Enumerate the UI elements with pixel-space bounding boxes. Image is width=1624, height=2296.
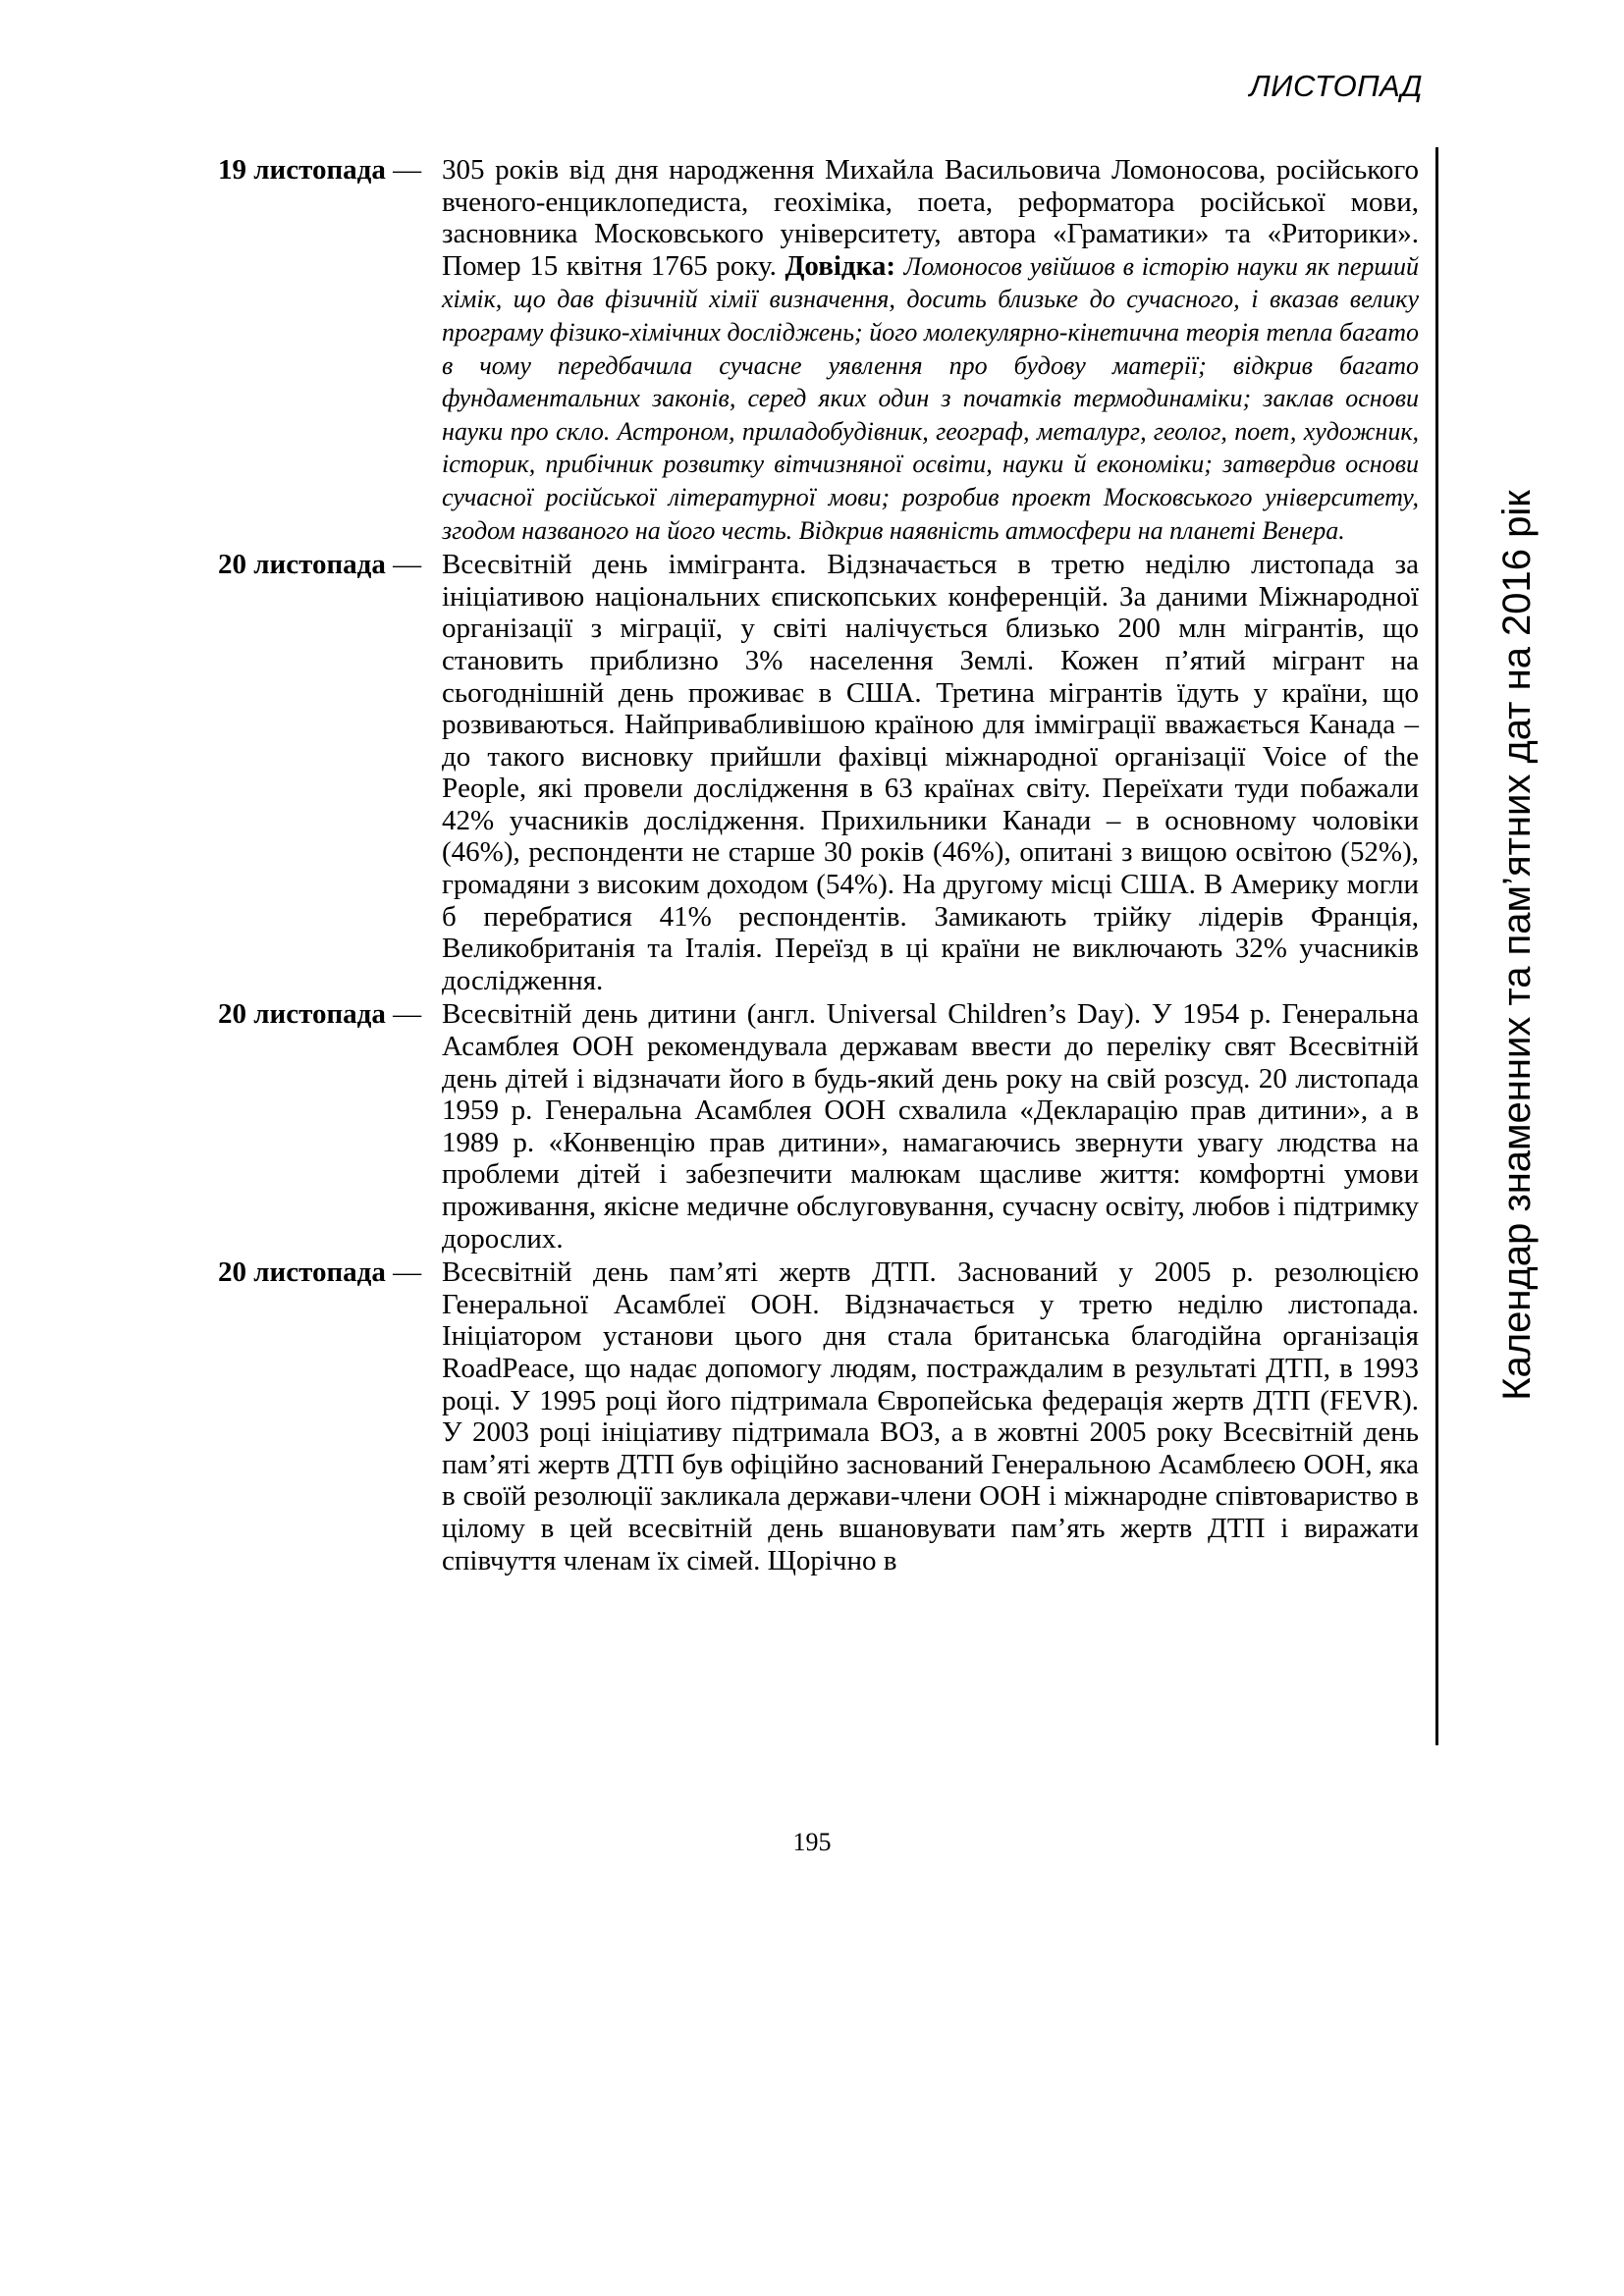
running-head: ЛИСТОПАД <box>1249 69 1423 103</box>
entry-head <box>218 1256 421 1289</box>
entry-head <box>218 154 421 187</box>
entry-text: Всесвітній день пам’яті жертв ДТП. Заснований у 2005 р. резолюцією Генеральної Асамблеї ООН. Відзначається у третю неділю листопада. Ініціатором установи цього дня стала британська благодійна організація RoadPeace, що надає допомогу людям, постраждалим в результаті ДТП, в 1993 році. У 1995 році його підтримала Європейська федерація жертв ДТП (FEVR). У 2003 році ініціативу підтримала ВОЗ, а в жовтні 2005 року Всесвітній день пам’яті жертв ДТП був офіційно заснований Генеральною Асамблеєю ООН, яка в своїй резолюції закликала держави-члени ООН і міжнародне співтовариство в цілому в цей всесвітній день вшановувати пам’ять жертв ДТП і виражати співчуття членам їх сімей. Щорічно в <box>442 1256 1419 1576</box>
entry-head <box>218 549 421 581</box>
page-number: 195 <box>792 1828 832 1856</box>
entry-text: Всесвітній день дитини (англ. Universal Children’s Day). У 1954 р. Генеральна Асамблея ООН рекомендувала державам ввести до переліку свят Всесвітній день дітей і відзначати його в будь-який день року на свій розсуд. 20 листопада 1959 р. Генеральна Асамблея ООН схвалила «Декларацію прав дитини», а в 1989 р. «Конвенцію прав дитини», намагаючись звернути увагу людства на проблеми дітей і забезпечити малюкам щасливе життя: комфортні умови проживання, якісне медичне обслуговування, сучасну освіту, любов і підтримку дорослих. <box>442 998 1419 1255</box>
entry-date: 20 листопада <box>218 998 386 1031</box>
entry-text: 305 років від дня народження Михайла Васильовича Ломоносова, російського вченого-енциклопедиста, геохіміка, поета, реформатора російської мови, засновника Московського університету, автора «Граматики» та «Риторики». Помер 15 квітня 1765 року. <box>442 154 1419 282</box>
entry-dash: — <box>393 998 422 1031</box>
entry-date: 19 листопада <box>218 154 386 186</box>
entry-head <box>218 998 421 1031</box>
entry-label: Довідка: <box>785 249 896 282</box>
side-rule <box>1435 147 1438 1745</box>
entry-text: Всесвітній день іммігранта. Відзначається в третю неділю листопада за ініціативою національних єпископських конференцій. За даними Міжнародної організації з міграції, у світі налічується близько 200 млн мігрантів, що становить приблизно 3% населення Землі. Кожен п’ятий мігрант на сьогоднішній день проживає в США. Третина мігрантів їдуть у країни, що розвиваються. Найпривабливішою країною для імміграції вважається Канада – до такого висновку прийшли фахівці міжнародної організації Voice of the People, які провели дослідження в 63 країнах світу. Переїхати туди побажали 42% учасників дослідження. Прихильники Канади – в основному чоловіки (46%), респонденти не старше 30 років (46%), опитані з вищою освітою (52%), громадяни з високим доходом (54%). На другому місці США. В Америку могли б перебратися 41% респондентів. Замикають трійку лідерів Франція, Великобританія та Італія. Переїзд в ці країни не виключають 32% учасників дослідження. <box>442 549 1419 996</box>
calendar-entry <box>218 154 1419 547</box>
entry-date: 20 листопада <box>218 1256 386 1289</box>
calendar-entry <box>218 549 1419 996</box>
entry-dash: — <box>393 154 422 186</box>
entry-dash: — <box>393 549 422 581</box>
calendar-entries <box>218 154 1419 1578</box>
entry-note: Ломоносов увійшов в історію науки як перший хімік, що дав фізичній хімії визначення, досить близьке до сучасного, і вказав велику програму фізико-хімічних досліджень; його молекулярно-кінетична теорія тепла багато в чому передбачила сучасне уявлення про будову матерії; відкрив багато фундаментальних законів, серед яких один з початків термодинаміки; заклав основи науки про скло. Астроном, приладобудівник, географ, металург, геолог, поет, художник, історик, прибічник розвитку вітчизняної освіти, науки й економіки; затвердив основи сучасної російської літературної мови; розробив проект Московського університету, згодом названого на його честь. Відкрив наявність атмосфери на планеті Венера. <box>442 251 1419 545</box>
entry-dash: — <box>393 1256 422 1289</box>
calendar-entry <box>218 1256 1419 1576</box>
calendar-entry <box>218 998 1419 1255</box>
side-title: Календар знаменних та пам’ятних дат на 2016 рік <box>1495 490 1539 1401</box>
entry-date: 20 листопада <box>218 549 386 581</box>
